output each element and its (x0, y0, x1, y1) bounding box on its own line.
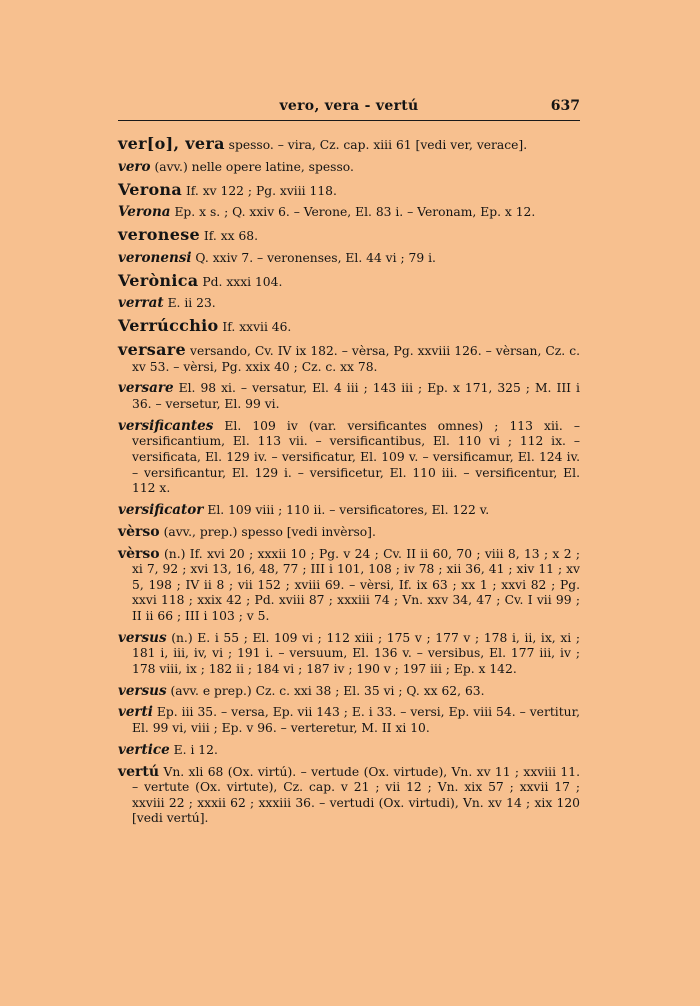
entry-headword: verti (118, 704, 153, 721)
dictionary-entry (118, 525, 580, 541)
dictionary-entry (118, 227, 580, 245)
page-number: 637 (550, 98, 580, 114)
entry-headword: Verona (118, 204, 171, 221)
dictionary-entry (118, 179, 580, 200)
dictionary-entry (118, 270, 580, 291)
entry-body: Pd. xxxi 104. (202, 274, 283, 289)
dictionary-entry (118, 205, 580, 221)
entry-body: El. 109 viii ; 110 ii. – versificatores, El. 122 v. (207, 502, 490, 517)
entry-body: Vn. xli 68 (Ox. virtú). – vertude (Ox. virtude), Vn. xv 11 ; xxviii 11. – vertute (Ox. virtute), Cz. cap. v 21 ; vii 12 ; Vn. xix 57 ; xxvii 17 ; xxviii 22 ; xxxii 62 ; xxxiii 36. – vertudi (Ox. virtudi), Vn. xv 14 ; xix 120 [vedi vertú]. (132, 764, 580, 826)
dictionary-entry (118, 251, 580, 267)
running-header (118, 96, 580, 121)
entry-headword: vèrso (118, 523, 160, 540)
running-title: vero, vera - vertú (279, 98, 419, 114)
entry-body: versando, Cv. IV ix 182. – vèrsa, Pg. xxviii 126. – vèrsan, Cz. c. xv 53. – vèrsi, Pg. xxix 40 ; Cz. c. xx 78. (132, 344, 580, 374)
dictionary-entry (118, 136, 580, 154)
entry-body: (avv.) nelle opere latine, spesso. (154, 159, 354, 174)
entry-headword: versus (118, 629, 167, 646)
entry-body: E. ii 23. (167, 296, 216, 311)
entry-body: (avv., prep.) spesso [vedi invèrso]. (163, 524, 376, 539)
entry-body: (n.) E. i 55 ; El. 109 vi ; 112 xiii ; 175 v ; 177 v ; 178 i, ii, ix, xi ; 181 i, iii, iv, vi ; 191 i. – versuum, El. 136 v. – versibus, El. 177 iii, iv ; 178 viii, ix ; 182 ii ; 184 vi ; 187 iv ; 190 v ; 197 iii ; Ep. x 142. (132, 630, 580, 676)
entry-headword: versare (118, 340, 186, 360)
entry-headword: Verònica (118, 270, 199, 290)
dictionary-entry (118, 419, 580, 497)
entry-headword: veronensi (118, 249, 192, 266)
dictionary-entry (118, 318, 580, 336)
dictionary-entry (118, 631, 580, 678)
dictionary-entry (118, 743, 580, 759)
entry-body: spesso. – vira, Cz. cap. xiii 61 [vedi ver, verace]. (228, 138, 528, 152)
dictionary-entry (118, 765, 580, 827)
entry-headword: vèrso (118, 545, 160, 562)
entry-body: E. i 12. (173, 742, 218, 757)
entry-headword: vertice (118, 741, 170, 758)
entry-headword: versare (118, 380, 174, 397)
entry-body: If. xxvii 46. (222, 320, 292, 335)
entry-body: Q. xxiv 7. – veronenses, El. 44 vi ; 79 i. (195, 250, 436, 265)
entry-list (118, 136, 580, 833)
dictionary-entry (118, 381, 580, 412)
dictionary-entry (118, 342, 580, 375)
entry-headword: verrat (118, 295, 164, 312)
entry-headword: vertú (118, 763, 160, 780)
entry-body: Ep. x s. ; Q. xxiv 6. – Verone, El. 83 i. – Veronam, Ep. x 12. (174, 205, 536, 220)
entry-body: (n.) If. xvi 20 ; xxxii 10 ; Pg. v 24 ; Cv. II ii 60, 70 ; viii 8, 13 ; x 2 ; xi 7, 92 ; xvi 13, 16, 48, 77 ; III i 101, 108 ; iv 78 ; xii 36, 41 ; xiv 11 ; xv 5, 198 ; IV ii 8 ; vii 152 ; xviii 69. – vèrsi, If. ix 63 ; xx 1 ; xxvi 82 ; Pg. xxvi 118 ; xxix 42 ; Pd. xviii 87 ; xxxiii 74 ; Vn. xxv 34, 47 ; Cv. I vii 99 ; II ii 66 ; III i 103 ; v 5. (132, 546, 580, 623)
entry-body: (avv. e prep.) Cz. c. xxi 38 ; El. 35 vi ; Q. xx 62, 63. (170, 683, 485, 698)
entry-headword: Verrúcchio (118, 316, 219, 336)
dictionary-entry (118, 503, 580, 519)
entry-headword: versificator (118, 501, 204, 518)
entry-headword: versus (118, 682, 167, 699)
entry-body: If. xx 68. (203, 229, 259, 244)
dictionary-entry (118, 296, 580, 312)
entry-headword: vero (118, 158, 151, 175)
entry-headword: ver[o], vera (118, 134, 225, 153)
entry-headword: Verona (118, 179, 183, 199)
dictionary-entry (118, 684, 580, 700)
dictionary-entry (118, 705, 580, 736)
dictionary-entry (118, 547, 580, 625)
entry-headword: veronese (118, 225, 200, 245)
entry-body: If. xv 122 ; Pg. xviii 118. (185, 183, 337, 198)
dictionary-entry (118, 160, 580, 176)
entry-body: Ep. iii 35. – versa, Ep. vii 143 ; E. i 33. – versi, Ep. viii 54. – vertitur, El. 99 vi, viii ; Ep. v 96. – verteretur, M. II xi 10. (132, 705, 580, 735)
entry-body: El. 109 iv (var. versificantes omnes) ; 113 xii. – versificantium, El. 113 vii. – versificantibus, El. 110 vi ; 112 ix. – versificata, El. 129 iv. – versificatur, El. 109 v. – versificamur, El. 124 iv. – versificantur, El. 129 i. – versificetur, El. 110 iii. – versificentur, El. 112 x. (132, 418, 580, 496)
entry-body: El. 98 xi. – versatur, El. 4 iii ; 143 iii ; Ep. x 171, 325 ; M. III i 36. – versetur, El. 99 vi. (132, 381, 580, 411)
entry-headword: versificantes (118, 417, 214, 434)
